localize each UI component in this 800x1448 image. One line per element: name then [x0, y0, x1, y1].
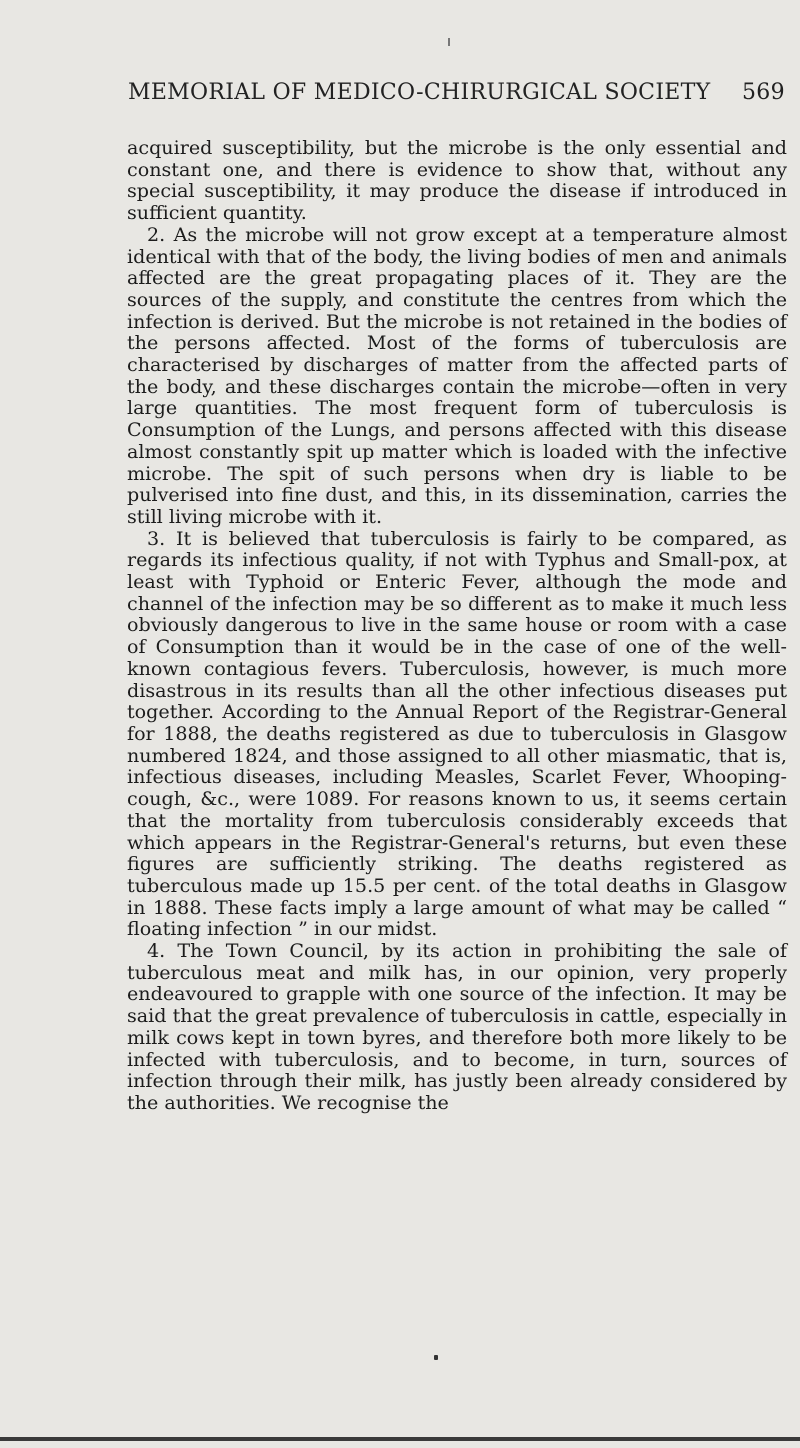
- paragraph-4: 4. The Town Council, by its action in prohibiting the sale of tuberculous meat and milk has, in our opinion, very properly endeavoured to grapple with one source of the infection. It may be said that the great prevalence of tuberculosis in cattle, especially in milk cows kept in town byres, and therefore both more likely to be infected with tuberculosis, and to become, in turn, sources of infection through their milk, has justly been already considered by the authorities. We recognise the: [127, 939, 787, 1114]
- running-head: [128, 80, 785, 105]
- running-head-title: MEMORIAL OF MEDICO-CHIRURGICAL SOCIETY: [128, 80, 711, 105]
- scan-speck: [448, 38, 450, 46]
- page-number: 569: [742, 80, 785, 105]
- paragraph-2: 2. As the microbe will not grow except at a temperature almost identical with that of the body, the living bodies of men and animals affected are the great propagating places of it. They are the sources of the supply, and constitute the centres from which the infection is derived. But the microbe is not retained in the bodies of the persons affected. Most of the forms of tuberculosis are characterised by discharges of matter from the affected parts of the body, and these discharges contain the microbe—often in very large quantities. The most frequent form of tuberculosis is Consumption of the Lungs, and persons affected with this disease almost constantly spit up matter which is loaded with the infective microbe. The spit of such persons when dry is liable to be pulverised into fine dust, and this, in its dissemination, carries the still living microbe with it.: [127, 222, 787, 528]
- paragraph-3: 3. It is believed that tuberculosis is fairly to be compared, as regards its infectious quality, if not with Typhus and Small-pox, at least with Typhoid or Enteric Fever, although the mode and channel of the infection may be so different as to make it much less obviously dangerous to live in the same house or room with a case of Consumption than it would be in the case of one of the well-known contagious fevers. Tuberculosis, however, is much more disastrous in its results than all the other infectious diseases put together. According to the Annual Report of the Registrar-General for 1888, the deaths registered as due to tuberculosis in Glasgow numbered 1824, and those assigned to all other miasmatic, that is, infectious diseases, including Measles, Scarlet Fever, Whooping-cough, &c., were 1089. For reasons known to us, it seems certain that the mortality from tuberculosis considerably exceeds that which appears in the Registrar-General's returns, but even these figures are sufficiently striking. The deaths registered as tuberculous made up 15.5 per cent. of the total deaths in Glasgow in 1888. These facts imply a large amount of what may be called “ floating infection ” in our midst.: [127, 526, 787, 941]
- body-text: [127, 137, 787, 1114]
- page-edge-rule: [0, 1437, 800, 1441]
- ink-dot: [434, 1355, 438, 1360]
- paragraph-continuation: acquired susceptibility, but the microbe is the only essential and constant one, and there is evidence to show that, without any special susceptibility, it may produce the disease if introduced in sufficient quantity.: [127, 136, 787, 225]
